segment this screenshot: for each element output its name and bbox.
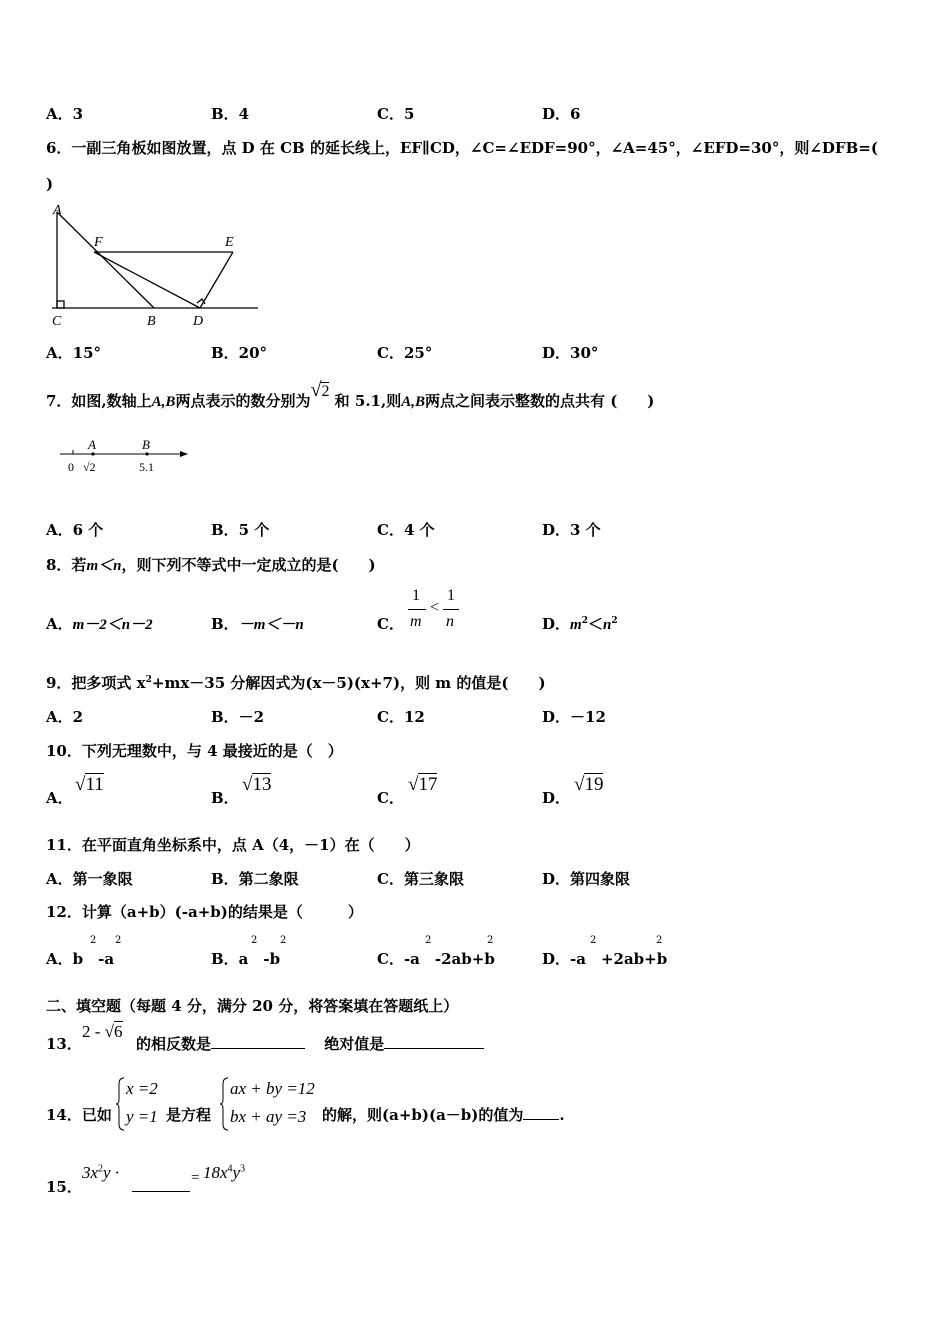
- q10-sqrt-c: √17: [408, 774, 438, 795]
- q13-text: 的相反数是 绝对值是: [136, 1033, 484, 1054]
- q7-option-c: C．4 个: [377, 521, 435, 539]
- q8-option-c-fraction: 1 m < 1 n: [408, 587, 463, 635]
- q9-text: 9．把多项式 $x^2+mx-35$ 分解因式为(x－5)(x+7)，则 m 的值是( ): [46, 674, 546, 692]
- q12-option-a: A．b -a: [46, 950, 115, 968]
- q6-option-b: B．20°: [211, 344, 268, 362]
- label-d: D: [193, 314, 204, 329]
- q14-text-mid: 是方程: [166, 1106, 212, 1124]
- q15-number: 15．: [46, 1178, 82, 1196]
- numline-b: B: [142, 437, 150, 452]
- q10-option-b-label: B．: [211, 789, 239, 807]
- q10-sqrt-b: √13: [242, 774, 272, 795]
- q15-lhs: $3x^2y$ ·: [82, 1163, 120, 1182]
- q12-sup: 2: [280, 935, 287, 946]
- q7-text: 7．如图,数轴上A,B两点表示的数分别为√2 和 5.1,则A,B两点之间表示整数的点共有 ( ): [46, 379, 655, 410]
- q15-equals: =: [191, 1170, 200, 1186]
- q15-blank[interactable]: [132, 1177, 190, 1192]
- label-e: E: [225, 235, 234, 250]
- q6-triangle-figure: [44, 200, 264, 330]
- section-heading-fill-in: 二、填空题（每题 4 分，满分 20 分，将答案填在答题纸上）: [46, 997, 459, 1015]
- q5-option-b: B．4: [211, 105, 250, 123]
- label-c: C: [52, 314, 62, 329]
- q5-option-a: A．3: [46, 105, 84, 123]
- q14-blank[interactable]: [523, 1105, 559, 1120]
- numline-5-1: 5.1: [139, 460, 154, 474]
- q6-option-d: D．30°: [542, 344, 599, 362]
- numline-a: A: [88, 437, 96, 452]
- q5-option-c: C．5: [377, 105, 415, 123]
- q10-text: 10．下列无理数中，与 4 最接近的是（ ）: [46, 742, 343, 760]
- q6-option-a: A．15°: [46, 344, 102, 362]
- q6-text: 6．一副三角板如图放置，点 D 在 CB 的延长线上，EF∥CD，∠C=∠EDF=90°，∠A=45°，∠EFD=30°，则∠DFB=(: [46, 139, 878, 157]
- q13-blank-absolute[interactable]: [384, 1034, 484, 1049]
- label-a: A: [53, 203, 62, 218]
- q10-option-a-label: A．: [46, 789, 73, 807]
- q6-text-cont: ): [46, 175, 54, 193]
- q7-option-d: D．3 个: [542, 521, 601, 539]
- q12-sup: 2: [487, 935, 494, 946]
- q9-option-b: B．－2: [211, 708, 265, 726]
- q9-option-a: A．2: [46, 708, 84, 726]
- q12-option-c: C．-a -2ab+b: [377, 950, 495, 968]
- q11-text: 11．在平面直角坐标系中，点 A（4，－1）在（ ）: [46, 836, 420, 854]
- q9-option-d: D．－12: [542, 708, 606, 726]
- numline-sqrt2: √2: [83, 460, 96, 474]
- q8-option-a: A．m－2＜n－2: [46, 615, 153, 633]
- q7-option-b: B．5 个: [211, 521, 270, 539]
- q14-system-2: ax + by =12 bx + ay =3: [220, 1076, 320, 1132]
- q14-text-tail: 的解，则(a+b)(a－b)的值为 .: [322, 1106, 565, 1124]
- q6-option-c: C．25°: [377, 344, 433, 362]
- q13-number: 13．: [46, 1035, 82, 1053]
- q10-sqrt-d: √19: [574, 774, 604, 795]
- q12-sup: 2: [425, 935, 432, 946]
- q12-sup: 2: [251, 935, 258, 946]
- q11-option-d: D．第四象限: [542, 870, 631, 888]
- label-f: F: [94, 235, 103, 250]
- q10-option-d-label: D．: [542, 789, 571, 807]
- label-b: B: [147, 314, 156, 329]
- numline-zero: 0: [68, 460, 74, 474]
- q8-option-d: D．$m^2<n^2$: [542, 615, 618, 633]
- q11-option-b: B．第二象限: [211, 870, 299, 888]
- q12-sup: 2: [115, 935, 122, 946]
- q13-blank-opposite[interactable]: [211, 1034, 305, 1049]
- q8-text: 8．若m＜n，则下列不等式中一定成立的是( ): [46, 556, 376, 574]
- q12-sup: 2: [656, 935, 663, 946]
- q8-option-c-label: C．: [377, 615, 404, 633]
- q8-option-b: B．－m＜－n: [211, 615, 304, 633]
- q7-number-line: [55, 433, 195, 478]
- q14-system-1: x =2 y =1: [116, 1076, 166, 1132]
- q9-option-c: C．12: [377, 708, 425, 726]
- q5-option-d: D．6: [542, 105, 581, 123]
- q11-option-a: A．第一象限: [46, 870, 133, 888]
- q12-text: 12．计算（a+b）(-a+b)的结果是（ ）: [46, 903, 363, 921]
- q12-sup: 2: [90, 935, 97, 946]
- q7-option-a: A．6 个: [46, 521, 104, 539]
- q12-sup: 2: [590, 935, 597, 946]
- q10-sqrt-a: √11: [75, 774, 104, 795]
- q15-rhs: $18x^4y^3$: [203, 1163, 246, 1182]
- q11-option-c: C．第三象限: [377, 870, 464, 888]
- q12-option-d: D．-a +2ab+b: [542, 950, 668, 968]
- q14-number: 14．已如: [46, 1106, 112, 1124]
- q13-expression: 2 - √6: [82, 1022, 123, 1041]
- q12-option-b: B．a -b: [211, 950, 281, 968]
- q10-option-c-label: C．: [377, 789, 404, 807]
